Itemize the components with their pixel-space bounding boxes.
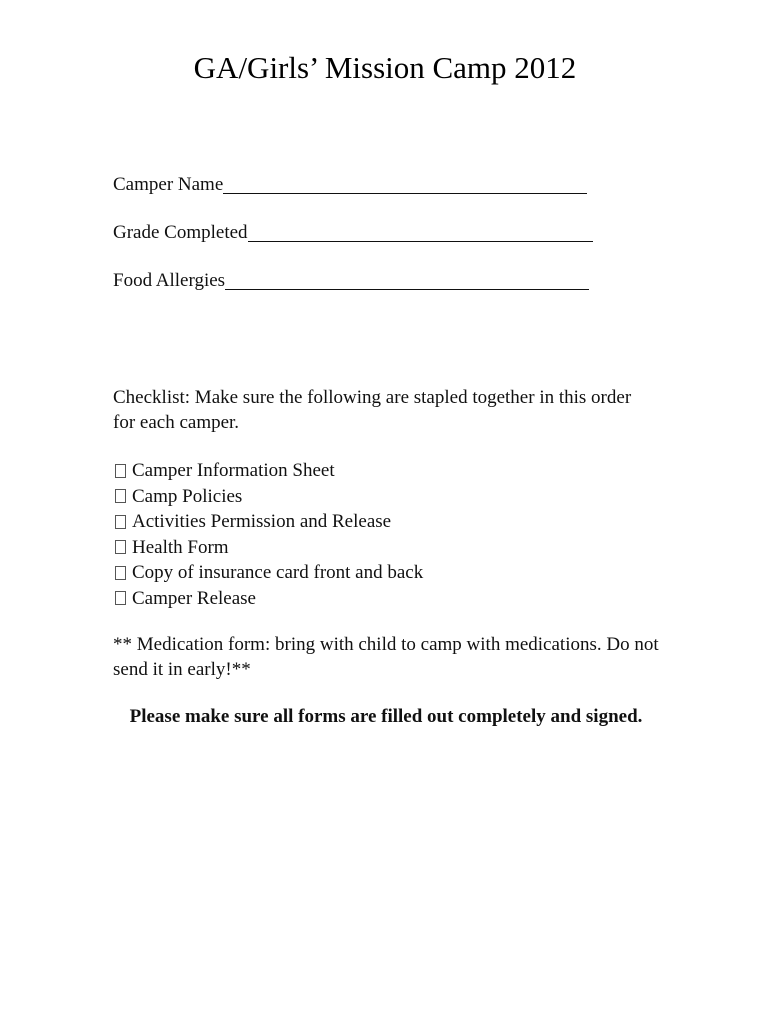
camper-name-label: Camper Name (113, 174, 224, 195)
page-title: GA/Girls’ Mission Camp 2012 (193, 50, 577, 85)
checkbox-icon[interactable] (115, 515, 126, 529)
checkbox-icon[interactable] (115, 464, 126, 478)
checklist-item-label: Camp Policies (132, 485, 243, 507)
checklist (113, 458, 423, 611)
checklist-item-label: Camper Information Sheet (132, 460, 335, 481)
food-allergies-label: Food Allergies (113, 270, 226, 291)
checkbox-icon[interactable] (115, 591, 126, 605)
checklist-item-label: Copy of insurance card front and back (132, 562, 424, 583)
camper-name-line[interactable] (223, 175, 587, 194)
food-allergies-field (113, 268, 713, 294)
checkbox-icon[interactable] (115, 489, 126, 503)
grade-completed-label: Grade Completed (113, 222, 248, 243)
camper-fields (113, 172, 713, 316)
checklist-item (113, 586, 423, 612)
checklist-item (113, 509, 423, 535)
closing-note: Please make sure all forms are filled out completely and signed. (129, 706, 643, 727)
checklist-item (113, 560, 423, 586)
camper-name-field (113, 172, 713, 198)
grade-completed-line[interactable] (248, 223, 593, 242)
checklist-item (113, 458, 423, 484)
grade-completed-field (113, 220, 713, 246)
checkbox-icon[interactable] (115, 540, 126, 554)
checklist-item-label: Activities Permission and Release (132, 511, 392, 532)
checklist-intro: Checklist: Make sure the following are stapled together in this order for each camper. (113, 387, 632, 433)
checklist-item (113, 535, 423, 561)
checkbox-icon[interactable] (115, 566, 126, 580)
checklist-item-label: Camper Release (132, 587, 256, 609)
checklist-item-label: Health Form (132, 536, 229, 558)
checklist-item (113, 484, 423, 510)
food-allergies-line[interactable] (225, 271, 589, 290)
medication-note: ** Medication form: bring with child to camp with medications. Do not send it in early!** (113, 634, 659, 680)
